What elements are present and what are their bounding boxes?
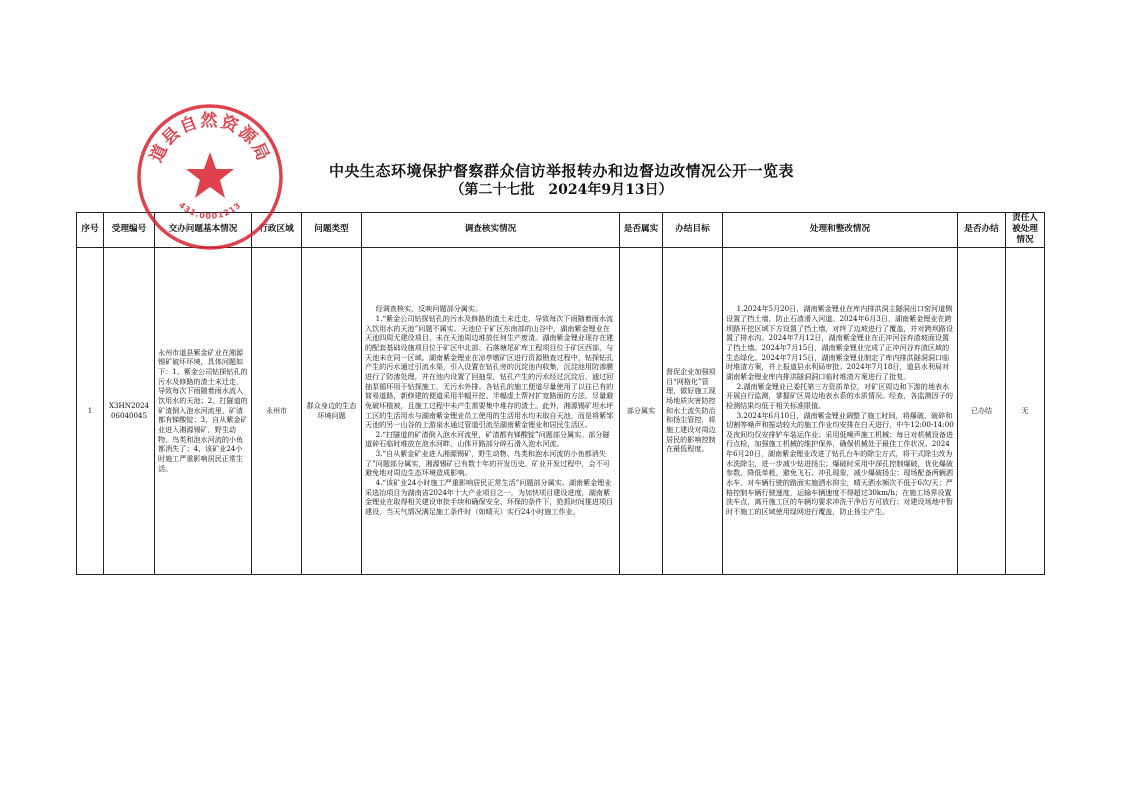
table-row xyxy=(77,247,1045,574)
header-is-true: 是否属实 xyxy=(620,213,663,248)
seal-top-text: 道县自然资源局 xyxy=(146,111,274,166)
cell-type: 群众身边的生态环境问题 xyxy=(302,247,362,574)
cell-index: 1 xyxy=(77,247,104,574)
action-para: 2.湖南紫金锂业已委托第三方资质单位，对矿区周边和下游的地表水开展自行监测，掌握矿区周边地表水系的水质情况。经查，各监测因子的检测结果均低于相关标准限值。 xyxy=(726,381,953,410)
investigation-para: 经调查核实，反映问题部分属实。 xyxy=(375,304,483,314)
document-subtitle: （第二十七批 2024年9月13日） xyxy=(450,182,673,198)
header-index: 序号 xyxy=(77,213,104,248)
header-goal: 办结目标 xyxy=(663,213,723,248)
header-region: 行政区域 xyxy=(252,213,302,248)
cell-region: 永州市 xyxy=(252,247,302,574)
cell-problem: 永州市道县紫金矿业在湘源锡矿破坏环境，具体问题如下：1、紫金公司钻探钻孔的污水及修路的渣土未迁走，导致每次下雨随着雨水流入饮用水的天池；2、打隧道的矿渣倒入泡水河流里，矿渣都有锑酸锭；3、自从紫金矿业进入湘源锡矿，野生动物、鸟类和泡水河流的小鱼都消失了；4、该矿业24小时施工严重影响居民正常生活。 xyxy=(155,247,252,574)
action-para: 1.2024年5月20日，湖南紫金锂业在库内排洪洞主隧洞出口窑河道侧设置了挡土墙，防止石渣滑入河道。2024年6月3日，湖南紫金锂业在跨坝路开挖区域下方设置了挡土墙，对终了边坡进行了覆盖，并对跨坝路设置了排水沟。2024年7月12日，湖南紫金锂业在正冲河谷弃渣坡面设置了挡土墙。2024年7月15日，湖南紫金锂业完成了正冲河谷弃渣区域的生态绿化。2024年7月15日，湖南紫金锂业制定了库内排洪隧洞洞口临时堆渣方案，并上报道县水利局审批。2024年7月18日，道县水利局对湖南紫金锂业库内排洪隧洞洞口临时堆渣方案进行了批复。 xyxy=(726,304,953,381)
investigation-para: 4.“该矿业24小时施工严重影响居民正常生活”问题部分属实。湖南紫金锂业采选冶项目为湖南省2024年十大产业项目之一，为加快项目建设进度，湖南紫金锂业在取得相关建设审批手续和确保安全、环保的条件下，抢抓时间推进项目建设，当天气情况满足施工条件时（如晴天）实行24小时施工作业。 xyxy=(365,478,614,516)
table-header-row xyxy=(77,213,1045,248)
cell-penalty: 无 xyxy=(1006,247,1045,574)
cell-actions xyxy=(723,247,958,574)
header-penalty: 责任人被处理情况 xyxy=(1006,213,1045,248)
document-title: 中央生态环境保护督察群众信访举报转办和边督边改情况公开一览表 xyxy=(328,162,794,180)
disclosure-table xyxy=(76,212,1045,575)
header-case-no: 受理编号 xyxy=(104,213,155,248)
cell-closed: 已办结 xyxy=(958,247,1006,574)
header-investigation: 调查核实情况 xyxy=(362,213,620,248)
investigation-para: 1.“紫金公司钻探钻孔的污水及修路的渣土未迁走，导致每次下雨随着雨水流入饮用水的天池”问题不属实。天池位于矿区东南部的山谷中，湖南紫金锂业在天池四周无建设项目，未在天池周边堆放任何生产废渣。湖南紫金锂业现存在建的配套基础设施项目位于矿区中北部、石落塘尾矿库工程项目位于矿区西部，与天池未在同一区域。湖南紫金锂业在凉亭墩矿区进行资源勘查过程中，钻探钻孔产生的污水通过引流水渠，引入设置在钻孔旁的沉淀池内收集，沉淀池用防渗膜进行了防渗处理，并在池内设置了回抽泵，钻孔产生的污水经过沉淀后，通过回抽泵循环用于钻探施工，无污水外排。各钻孔的施工便道尽量使用了以往已有的简易道路，新修建的便道采用半幅开挖、半幅虚土帮衬扩宽路面的方法，尽量避免破坏植被，且施工过程中未产生需要集中堆存的渣土。此外，湘源锡矿坦水坪工区的生活用水与湖南紫金锂业员工使用的生活用水均未取自天池，而是将紫邹天池的另一山谷的上游泉水通过管道引流至湖南紫金锂业和居民生活区。 xyxy=(365,314,614,430)
header-closed: 是否办结 xyxy=(958,213,1006,248)
cell-goal: 督促企业加强项目“网格化”管理，做好施工现场地质灾害防控和水土流失防治和扬尘管控，将施工建设对周边居民的影响控制在最低程度。 xyxy=(663,247,723,574)
cell-case-no: X3HN202406040045 xyxy=(104,247,155,574)
cell-investigation xyxy=(362,247,620,574)
header-problem: 交办问题基本情况 xyxy=(155,213,252,248)
svg-text:道县自然资源局 xyxy=(146,110,274,166)
cell-is-true: 部分属实 xyxy=(620,247,663,574)
seal-code-text: 431.0001213 xyxy=(177,200,243,221)
header-type: 问题类型 xyxy=(302,213,362,248)
action-para: 3.2024年6月10日，湖南紫金锂业调整了施工时间，将爆破、破碎和切割等噪声和振动较大的施工作业均安排在白天进行，中午12:00-14:00及夜间均仅安排铲车装运作业；采用低噪声施工机械；每日对机械设备进行点检，加强施工机械的维护保养，确保机械处于最佳工作状况。2024年6月20日，湖南紫金锂业改进了钻孔台车的除尘方式，将干式除尘改为水洗除尘，进一步减少钻进扬尘；爆破时采用中深孔控制爆破，优化爆破参数，降低单耗，避免飞石、冲孔现象，减少爆破扬尘；现场配备两辆洒水车，对车辆行驶的路面实施洒水抑尘，晴天洒水频次不低于6次/天；严格控制车辆行驶速度，运输车辆速度不得超过30km/h；在施工场界设置洗车点，离开施工区的车辆均要求冲洗干净后方可放行；对建设场地中暂时不施工的区域使用绿网进行覆盖，防止扬尘产生。 xyxy=(726,410,954,516)
header-actions: 处理和整改情况 xyxy=(723,213,958,248)
investigation-para: 3.“自从紫金矿业进入湘源锡矿，野生动物、鸟类和泡水河流的小鱼都消失了”问题部分属实，湘源锡矿已有数十年的开发历史，矿业开发过程中，会不可避免地对周边生态环境造成影响。 xyxy=(365,449,610,478)
investigation-para: 2.“打隧道的矿渣倒入泡水河流里，矿渣都有锑酸锭”问题部分属实。部分隧道碎石临时堆放在泡水河畔，山体开路部分碎石滑入泡水河流。 xyxy=(365,429,610,449)
